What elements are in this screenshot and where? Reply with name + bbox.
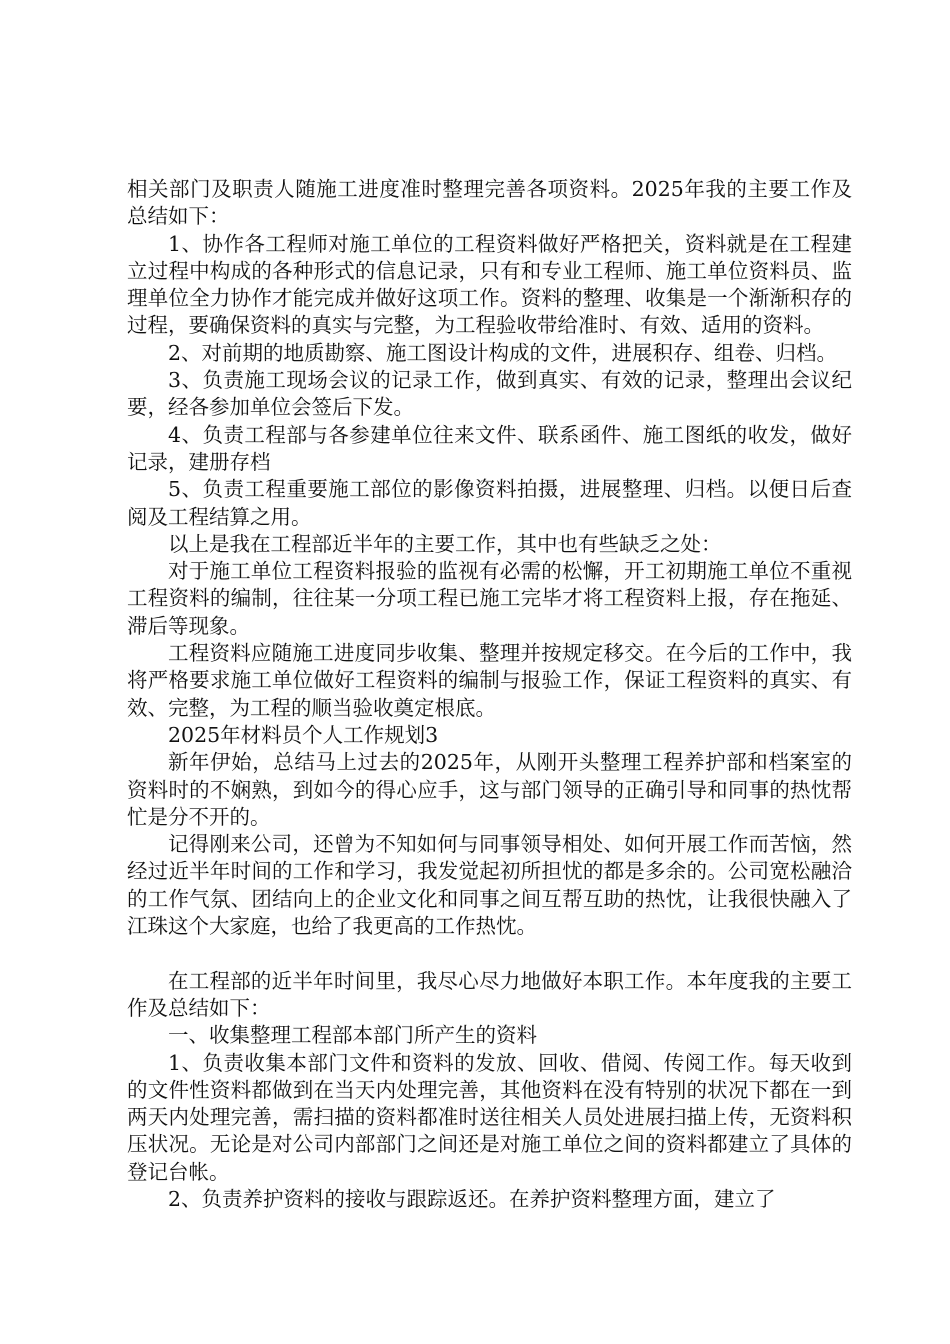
paragraph: 4、负责工程部与各参建单位往来文件、联系函件、施工图纸的收发，做好记录，建册存档 <box>127 422 852 474</box>
section-heading: 2025年材料员个人工作规划3 <box>168 722 439 747</box>
paragraph: 2、对前期的地质勘察、施工图设计构成的文件，进展积存、组卷、归档。 <box>168 340 838 365</box>
blank-line <box>127 940 852 967</box>
paragraph: 对于施工单位工程资料报验的监视有必需的松懈，开工初期施工单位不重视工程资料的编制，往往某一分项工程已施工完毕才将工程资料上报，存在拖延、滞后等现象。 <box>127 559 852 638</box>
paragraph: 工程资料应随施工进度同步收集、整理并按规定移交。在今后的工作中，我将严格要求施工单位做好工程资料的编制与报验工作，保证工程资料的真实、有效、完整，为工程的顺当验收奠定根底。 <box>127 641 852 720</box>
paragraph: 相关部门及职责人随施工进度准时整理完善各项资料。2025年我的主要工作及总结如下： <box>127 177 852 229</box>
paragraph: 5、负责工程重要施工部位的影像资料拍摄，进展整理、归档。以便日后查阅及工程结算之用。 <box>127 477 852 529</box>
paragraph: 3、负责施工现场会议的记录工作，做到真实、有效的记录，整理出会议纪要，经各参加单位会签后下发。 <box>127 368 852 420</box>
paragraph: 以上是我在工程部近半年的主要工作，其中也有些缺乏之处： <box>168 531 722 556</box>
paragraph: 1、负责收集本部门文件和资料的发放、回收、借阅、传阅工作。每天收到的文件性资料都做到在当天内处理完善，其他资料在没有特别的状况下都在一到两天内处理完善，需扫描的资料都准时送往相关人员处进展扫描上传，无资料积压状况。无论是对公司内部部门之间还是对施工单位之间的资料都建立了具体的登记台帐。 <box>127 1050 852 1184</box>
document-page <box>127 176 852 1213</box>
paragraph: 2、负责养护资料的接收与跟踪返还。在养护资料整理方面，建立了 <box>168 1186 776 1211</box>
section-heading: 一、收集整理工程部本部门所产生的资料 <box>168 1023 537 1048</box>
paragraph: 新年伊始，总结马上过去的2025年，从刚开头整理工程养护部和档案室的资料时的不娴熟，到如今的得心应手，这与部门领导的正确引导和同事的热忱帮忙是分不开的。 <box>127 750 852 829</box>
paragraph: 1、协作各工程师对施工单位的工程资料做好严格把关，资料就是在工程建立过程中构成的各种形式的信息记录，只有和专业工程师、施工单位资料员、监理单位全力协作才能完成并做好这项工作。资料的整理、收集是一个渐渐积存的过程，要确保资料的真实与完整，为工程验收带给准时、有效、适用的资料。 <box>127 231 852 338</box>
paragraph: 在工程部的近半年时间里，我尽心尽力地做好本职工作。本年度我的主要工作及总结如下： <box>127 968 852 1020</box>
paragraph: 记得刚来公司，还曾为不知如何与同事领导相处、如何开展工作而苦恼，然经过近半年时间的工作和学习，我发觉起初所担忧的都是多余的。公司宽松融洽的工作气氛、团结向上的企业文化和同事之间互帮互助的热忱，让我很快融入了江珠这个大家庭，也给了我更高的工作热忱。 <box>127 832 852 939</box>
